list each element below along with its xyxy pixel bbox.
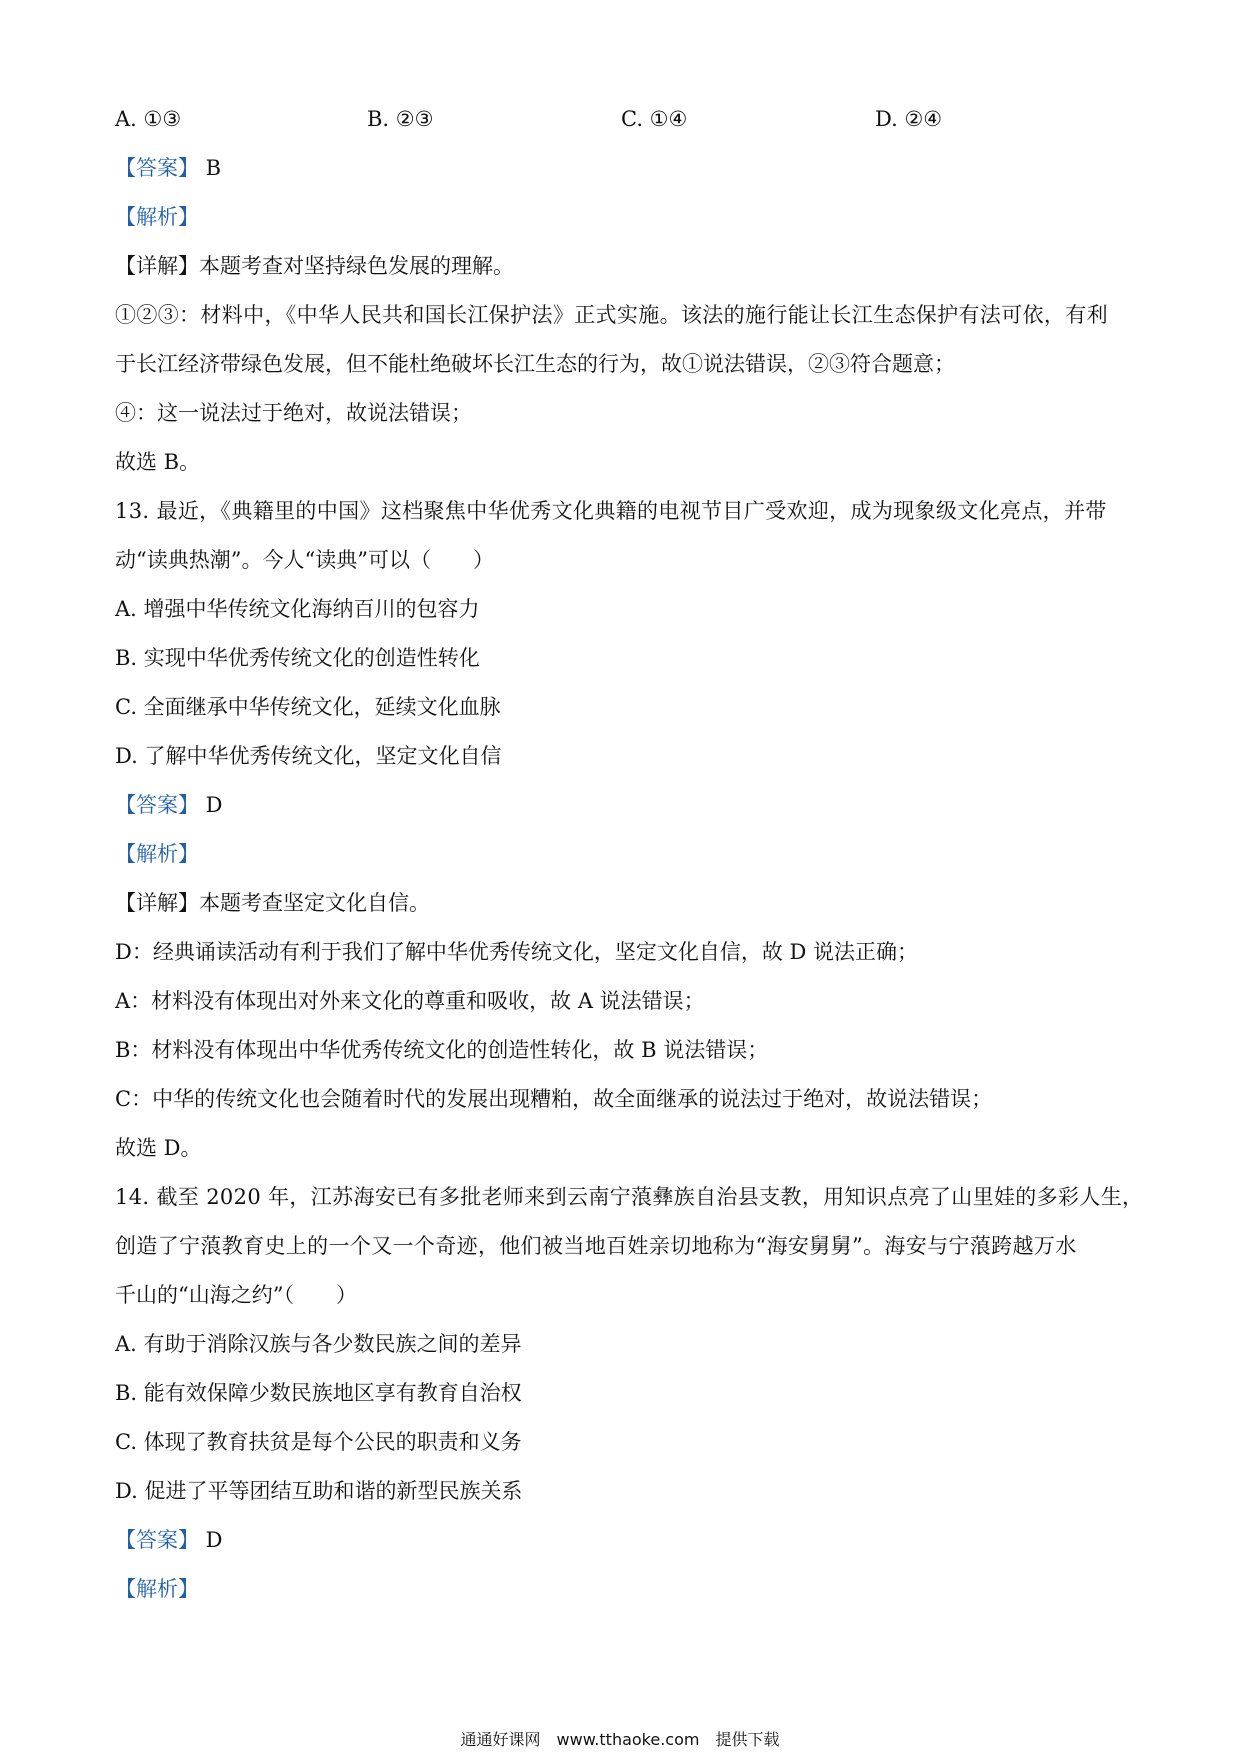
q12-detail-text: 本题考查对坚持绿色发展的理解。: [199, 254, 514, 278]
q12-explanation-line-2: 于长江经济带绿色发展，但不能杜绝破坏长江生态的行为，故①说法错误，②③符合题意；: [115, 352, 955, 376]
q14-answer-label: 答案: [136, 1528, 178, 1552]
q12-explanation-line-1: ①②③：材料中，《中华人民共和国长江保护法》正式实施。该法的施行能让长江生态保护有法可依，有利: [115, 303, 1108, 327]
q13-detail: [115, 888, 1135, 918]
q13-explanation-line-3: B：材料没有体现出中华优秀传统文化的创造性转化，故 B 说法错误；: [115, 1038, 769, 1062]
q13-option-c: C. 全面继承中华传统文化，延续文化血脉: [115, 695, 501, 719]
q12-option-a: A. ①③: [115, 107, 182, 131]
answer-bracket-close: 】: [178, 156, 199, 180]
answer-bracket-open: 【: [115, 793, 136, 817]
q14-analysis-heading: [115, 1574, 1135, 1604]
q13-analysis-heading: [115, 839, 1135, 869]
answer-bracket-open: 【: [115, 1528, 136, 1552]
q13-explanation-line-2: A：材料没有体现出对外来文化的尊重和吸收，故 A 说法错误；: [115, 989, 705, 1013]
q12-detail: [115, 251, 1135, 281]
q13-stem-line-1: 13. 最近，《典籍里的中国》这档聚焦中华优秀文化典籍的电视节目广受欢迎，成为现象级文化亮点，并带: [115, 499, 1107, 523]
answer-bracket-open: 【: [115, 156, 136, 180]
q13-answer-value: D: [199, 793, 223, 817]
analysis-bracket-close: 】: [178, 842, 199, 866]
q13-answer-label: 答案: [136, 793, 178, 817]
analysis-bracket-open: 【: [115, 842, 136, 866]
q14-answer: [115, 1525, 1135, 1555]
q13-analysis-label: 解析: [136, 842, 178, 866]
answer-bracket-close: 】: [178, 793, 199, 817]
q14-option-a: A. 有助于消除汉族与各少数民族之间的差异: [115, 1332, 522, 1356]
q14-stem-line-1: 14. 截至 2020 年，江苏海安已有多批老师来到云南宁蒗彝族自治县支教，用知识点亮了山里娃的多彩人生，: [115, 1185, 1144, 1209]
q12-conclusion: 故选 B。: [115, 450, 201, 474]
q14-option-b: B. 能有效保障少数民族地区享有教育自治权: [115, 1381, 522, 1405]
analysis-bracket-open: 【: [115, 1577, 136, 1601]
q13-detail-text: 本题考查坚定文化自信。: [199, 891, 430, 915]
q12-options-row: [115, 104, 1135, 134]
q12-option-d: D. ②④: [875, 107, 943, 131]
page-footer: 通通好课网 www.tthaoke.com 提供下载: [460, 1730, 780, 1749]
q13-stem-line-2: 动“读典热潮”。今人“读典”可以（ ）: [115, 548, 494, 572]
q13-option-d: D. 了解中华优秀传统文化，坚定文化自信: [115, 744, 502, 768]
q12-answer-label: 答案: [136, 156, 178, 180]
analysis-bracket-open: 【: [115, 205, 136, 229]
q13-option-a: A. 增强中华传统文化海纳百川的包容力: [115, 597, 480, 621]
analysis-bracket-close: 】: [178, 1577, 199, 1601]
q14-stem-line-2: 创造了宁蒗教育史上的一个又一个奇迹，他们被当地百姓亲切地称为“海安舅舅”。海安与宁蒗跨越万水: [115, 1234, 1077, 1258]
q13-detail-label: 【详解】: [115, 891, 199, 915]
q12-explanation-line-3: ④：这一说法过于绝对，故说法错误；: [115, 401, 472, 425]
q14-option-d: D. 促进了平等团结互助和谐的新型民族关系: [115, 1479, 523, 1503]
q12-answer: [115, 153, 1135, 183]
q14-option-c: C. 体现了教育扶贫是每个公民的职责和义务: [115, 1430, 522, 1454]
q12-option-b: B. ②③: [367, 107, 434, 131]
q12-analysis-heading: [115, 202, 1135, 232]
q14-stem-line-3: 千山的“山海之约”（ ）: [115, 1283, 357, 1307]
q13-explanation-line-4: C：中华的传统文化也会随着时代的发展出现糟粕，故全面继承的说法过于绝对，故说法错误；: [115, 1087, 993, 1111]
q13-option-b: B. 实现中华优秀传统文化的创造性转化: [115, 646, 480, 670]
q12-option-c: C. ①④: [621, 107, 688, 131]
q14-answer-value: D: [199, 1528, 223, 1552]
q12-analysis-label: 解析: [136, 205, 178, 229]
q13-conclusion: 故选 D。: [115, 1136, 202, 1160]
q13-answer: [115, 790, 1135, 820]
q14-analysis-label: 解析: [136, 1577, 178, 1601]
q12-detail-label: 【详解】: [115, 254, 199, 278]
q12-answer-value: B: [199, 156, 222, 180]
q13-explanation-line-1: D：经典诵读活动有利于我们了解中华优秀传统文化，坚定文化自信，故 D 说法正确；: [115, 940, 919, 964]
analysis-bracket-close: 】: [178, 205, 199, 229]
answer-bracket-close: 】: [178, 1528, 199, 1552]
